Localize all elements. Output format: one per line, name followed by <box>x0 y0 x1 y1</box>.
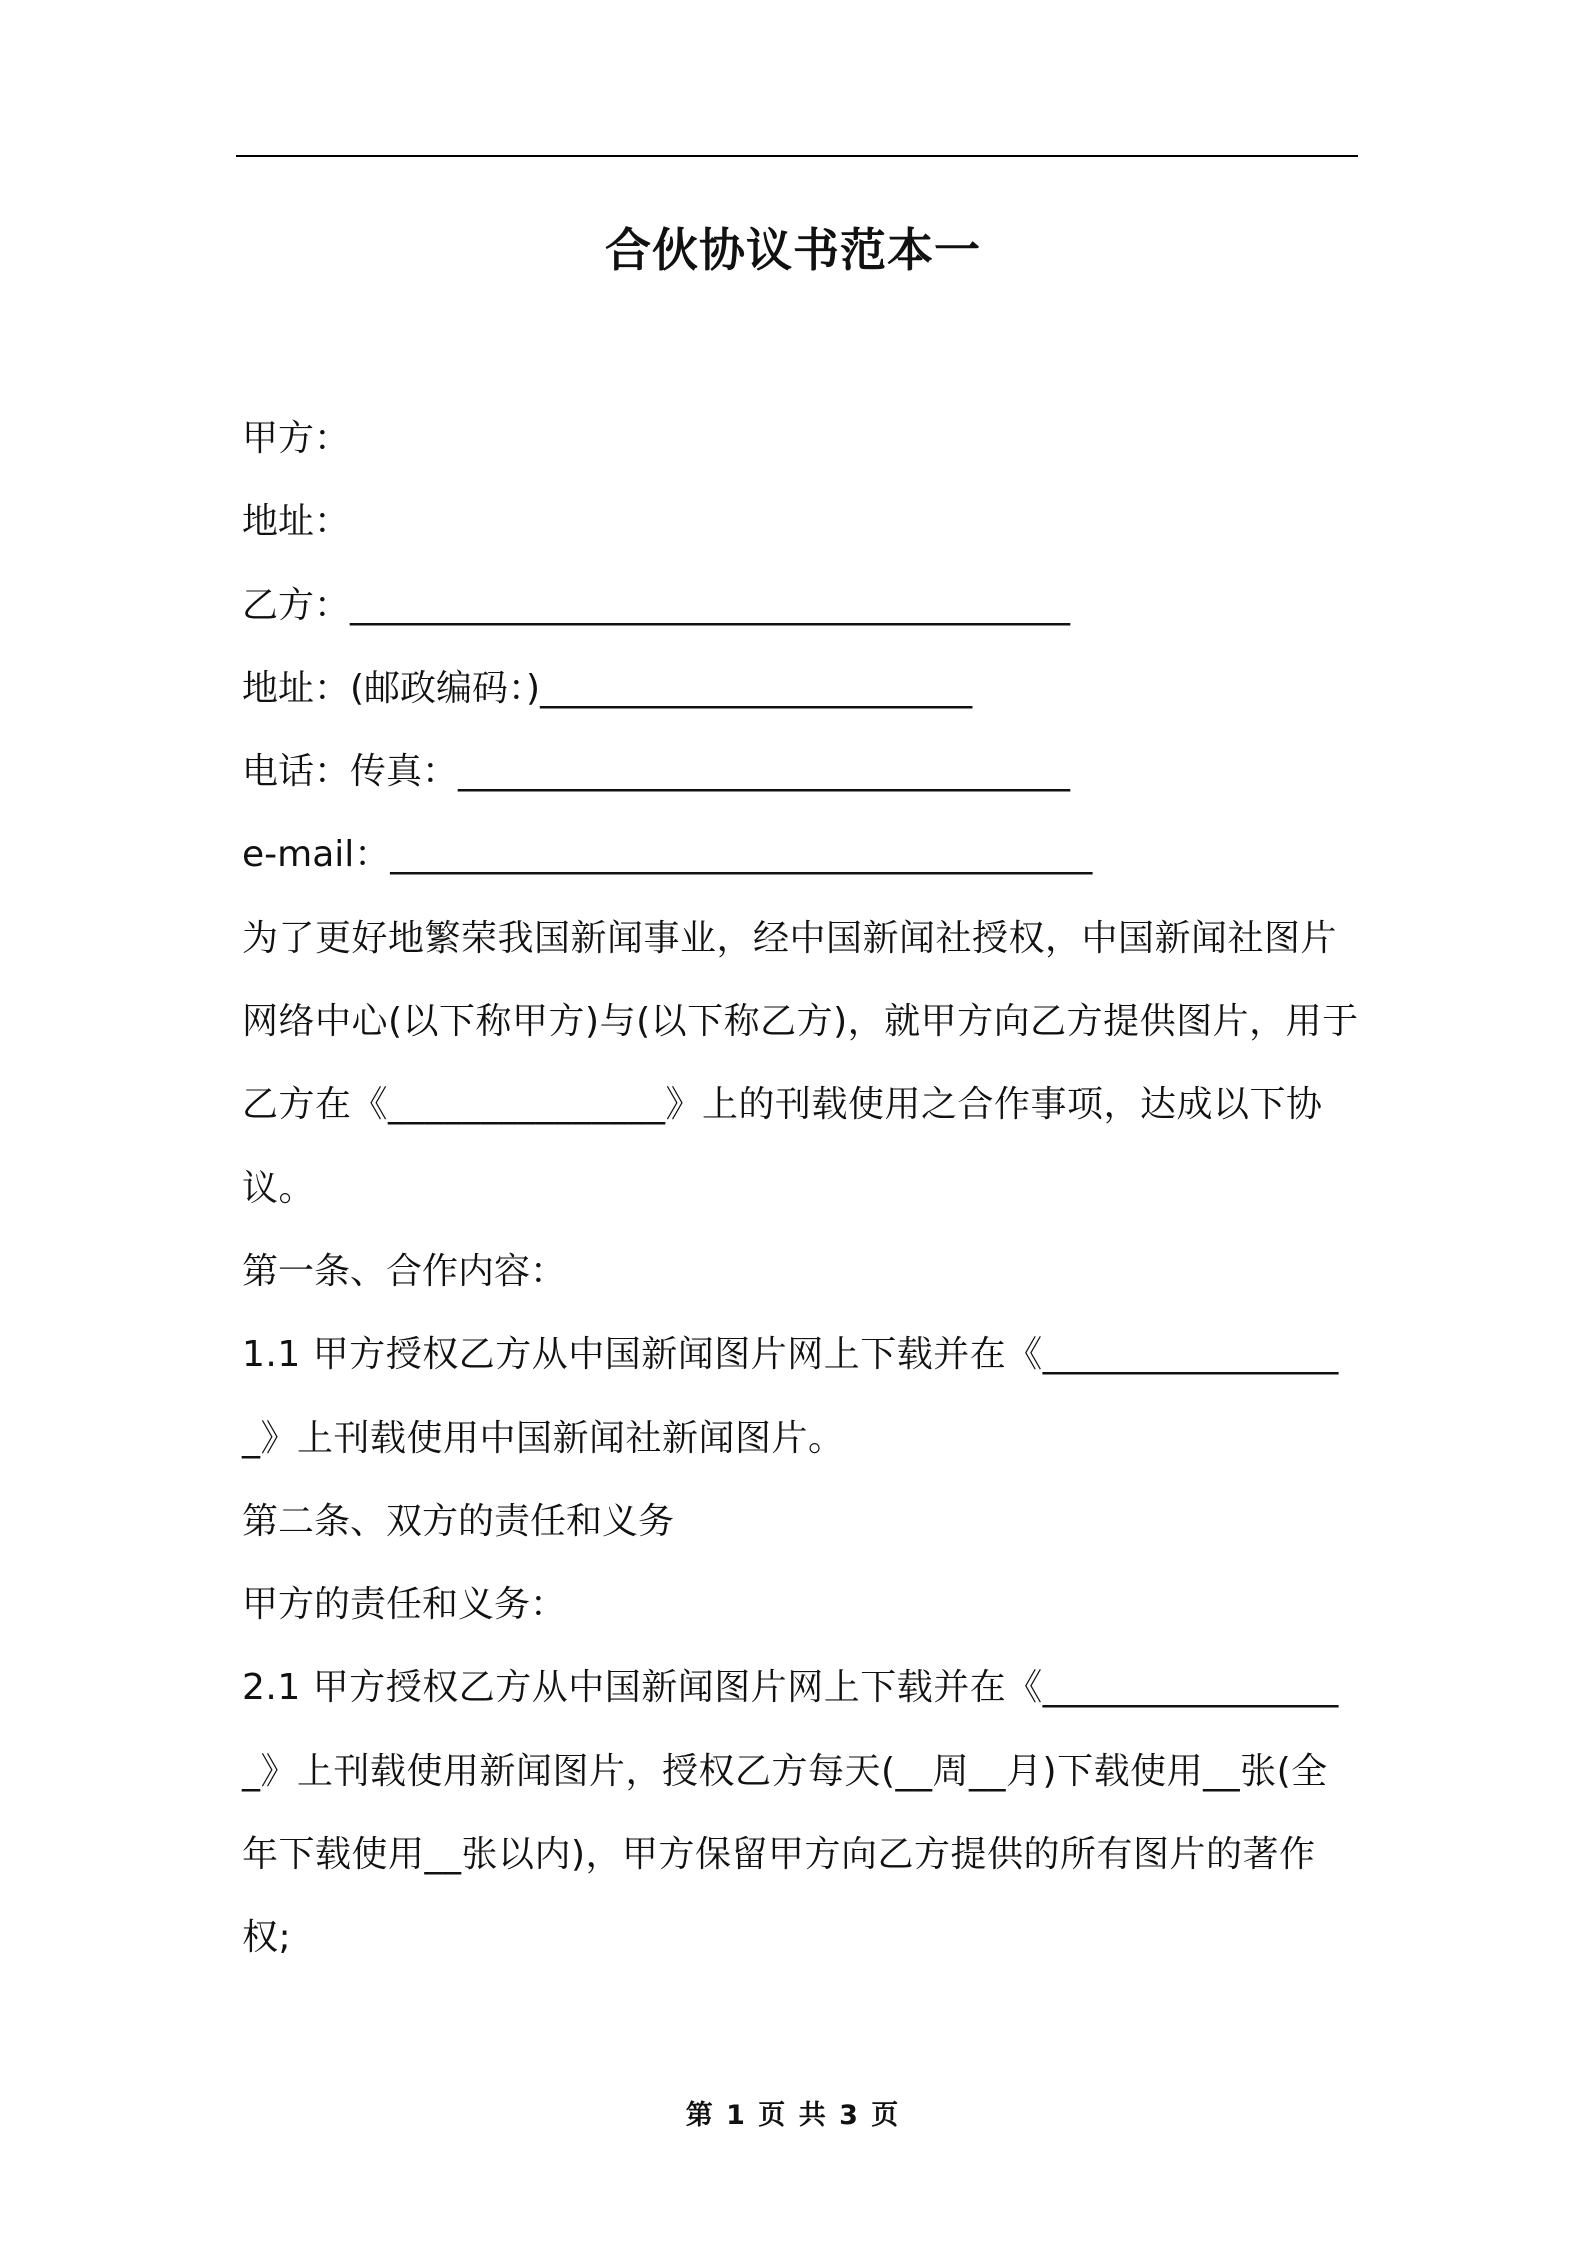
party-a-duties-heading: 甲方的责任和义务： <box>242 1584 567 1626</box>
party-b-address-field: 地址：(邮政编码：)________________________ <box>242 667 973 709</box>
party-a-field: 甲方： <box>242 418 351 459</box>
intro-paragraph: 为了更好地繁荣我国新闻事业，经中国新闻社授权，中国新闻社图片网络中心(以下称甲方)与(以下称乙方)，就甲方向乙方提供图片，用于乙方在《_______________》上的刊载使用之合作事项，达成以下协议。 <box>242 917 1359 1209</box>
email-field: e-mail：_______________________________________ <box>242 834 1093 876</box>
phone-fax-field: 电话：传真：__________________________________ <box>242 751 1071 793</box>
article-1-heading: 第一条、合作内容： <box>242 1250 567 1292</box>
party-a-address-field: 地址： <box>242 501 351 543</box>
document-body <box>242 397 1362 1980</box>
clause-1-1: 1.1 甲方授权乙方从中国新闻图片网上下载并在《_________________》上刊载使用中国新闻社新闻图片。 <box>242 1334 1339 1459</box>
page-footer: 第 1 页 共 3 页 <box>685 2100 901 2131</box>
header-rule <box>236 155 1358 157</box>
article-2-heading: 第二条、双方的责任和义务 <box>242 1500 675 1542</box>
party-b-field: 乙方：________________________________________ <box>242 584 1071 626</box>
clause-2-1: 2.1 甲方授权乙方从中国新闻图片网上下载并在《_________________》上刊载使用新闻图片，授权乙方每天(__周__月)下载使用__张(全年下载使用__张以内)，甲方保留甲方向乙方提供的所有图片的著作权; <box>242 1667 1339 1959</box>
document-title: 合伙协议书范本一 <box>605 223 981 277</box>
